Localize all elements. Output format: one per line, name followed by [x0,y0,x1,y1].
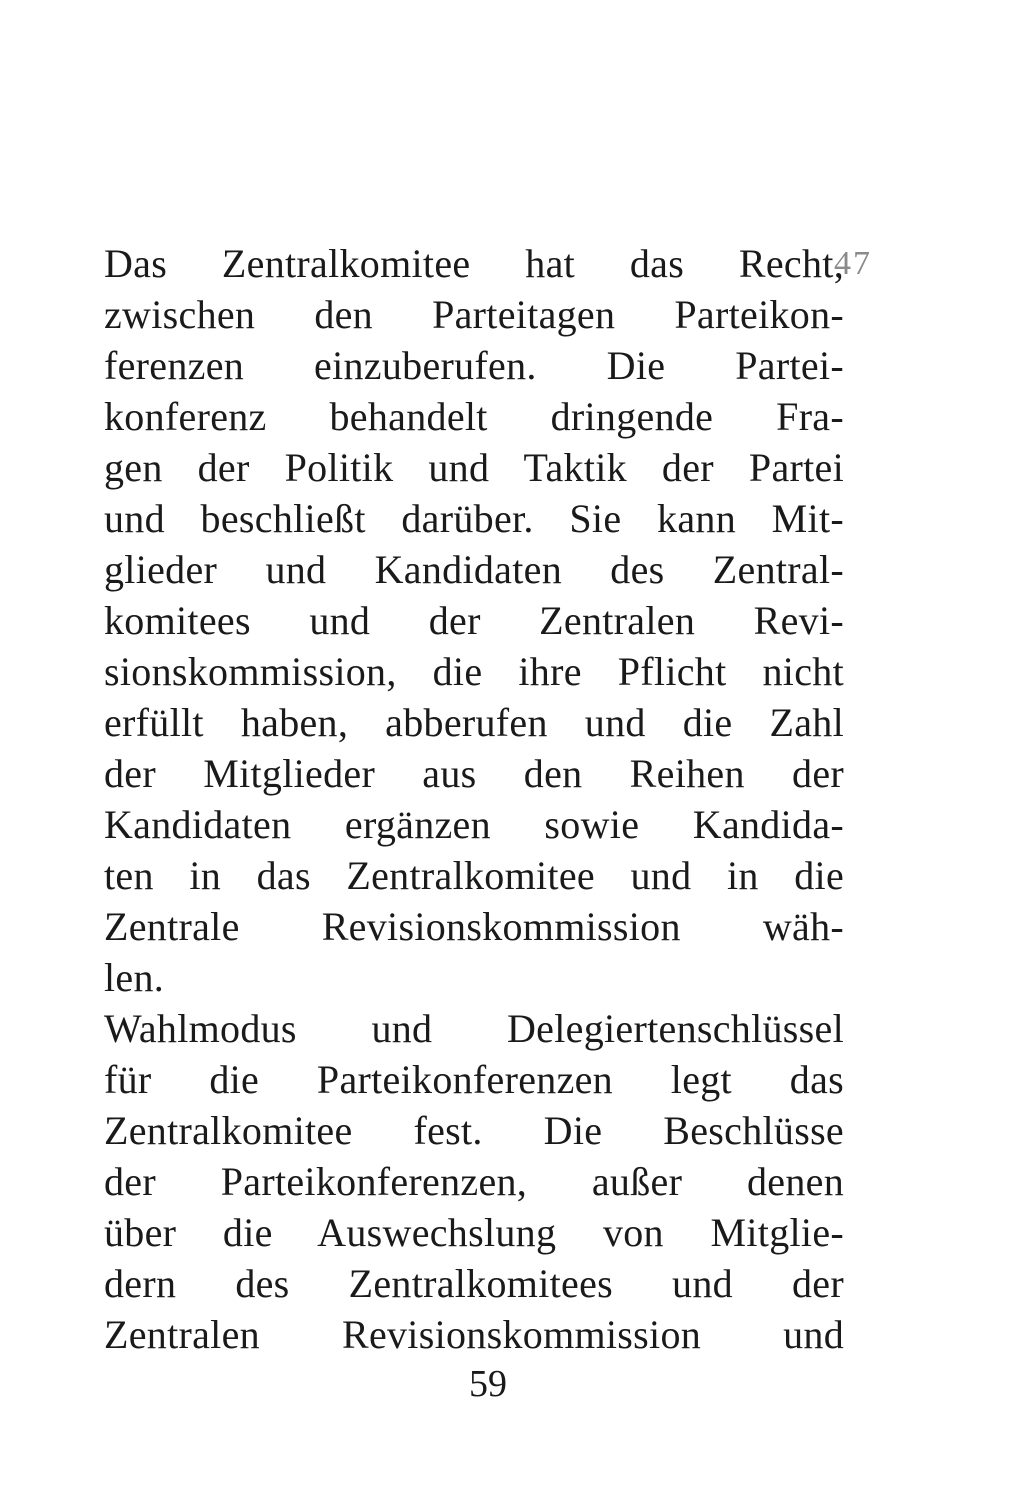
text-line: und beschließt darüber. Sie kann Mit- [104,496,844,541]
page-number: 59 [469,1363,507,1405]
text-line: Zentralen Revisionskommission und [104,1312,844,1357]
text-line: glieder und Kandidaten des Zentral- [104,547,844,592]
text-line: ten in das Zentralkomitee und in die [104,853,844,898]
text-line: Zentralkomitee fest. Die Beschlüsse [104,1108,844,1153]
text-line: der Parteikonferenzen, außer denen [104,1159,844,1204]
text-line: sionskommission, die ihre Pflicht nicht [104,649,844,694]
text-line: Das Zentralkomitee hat das Recht, [104,241,844,286]
text-line: gen der Politik und Taktik der Partei [104,445,844,490]
text-line: Zentrale Revisionskommission wäh- [104,904,844,949]
text-line: komitees und der Zentralen Revi- [104,598,844,643]
text-line: Kandidaten ergänzen sowie Kandida- [104,802,844,847]
text-line: dern des Zentralkomitees und der [104,1261,844,1306]
text-line: zwischen den Parteitagen Parteikon- [104,292,844,337]
text-line: len. [104,955,165,1000]
page-number-wrapper [0,1362,1024,1406]
text-line: konferenz behandelt dringende Fra- [104,394,844,439]
text-line: der Mitglieder aus den Reihen der [104,751,844,796]
text-line: Wahlmodus und Delegiertenschlüssel [104,1006,844,1051]
body-text [104,238,844,1360]
text-line: ferenzen einzuberufen. Die Partei- [104,343,844,388]
text-line: für die Parteikonferenzen legt das [104,1057,844,1102]
text-line: über die Auswechslung von Mitglie- [104,1210,844,1255]
section-number: 47 [834,245,872,282]
text-line: erfüllt haben, abberufen und die Zahl [104,700,844,745]
